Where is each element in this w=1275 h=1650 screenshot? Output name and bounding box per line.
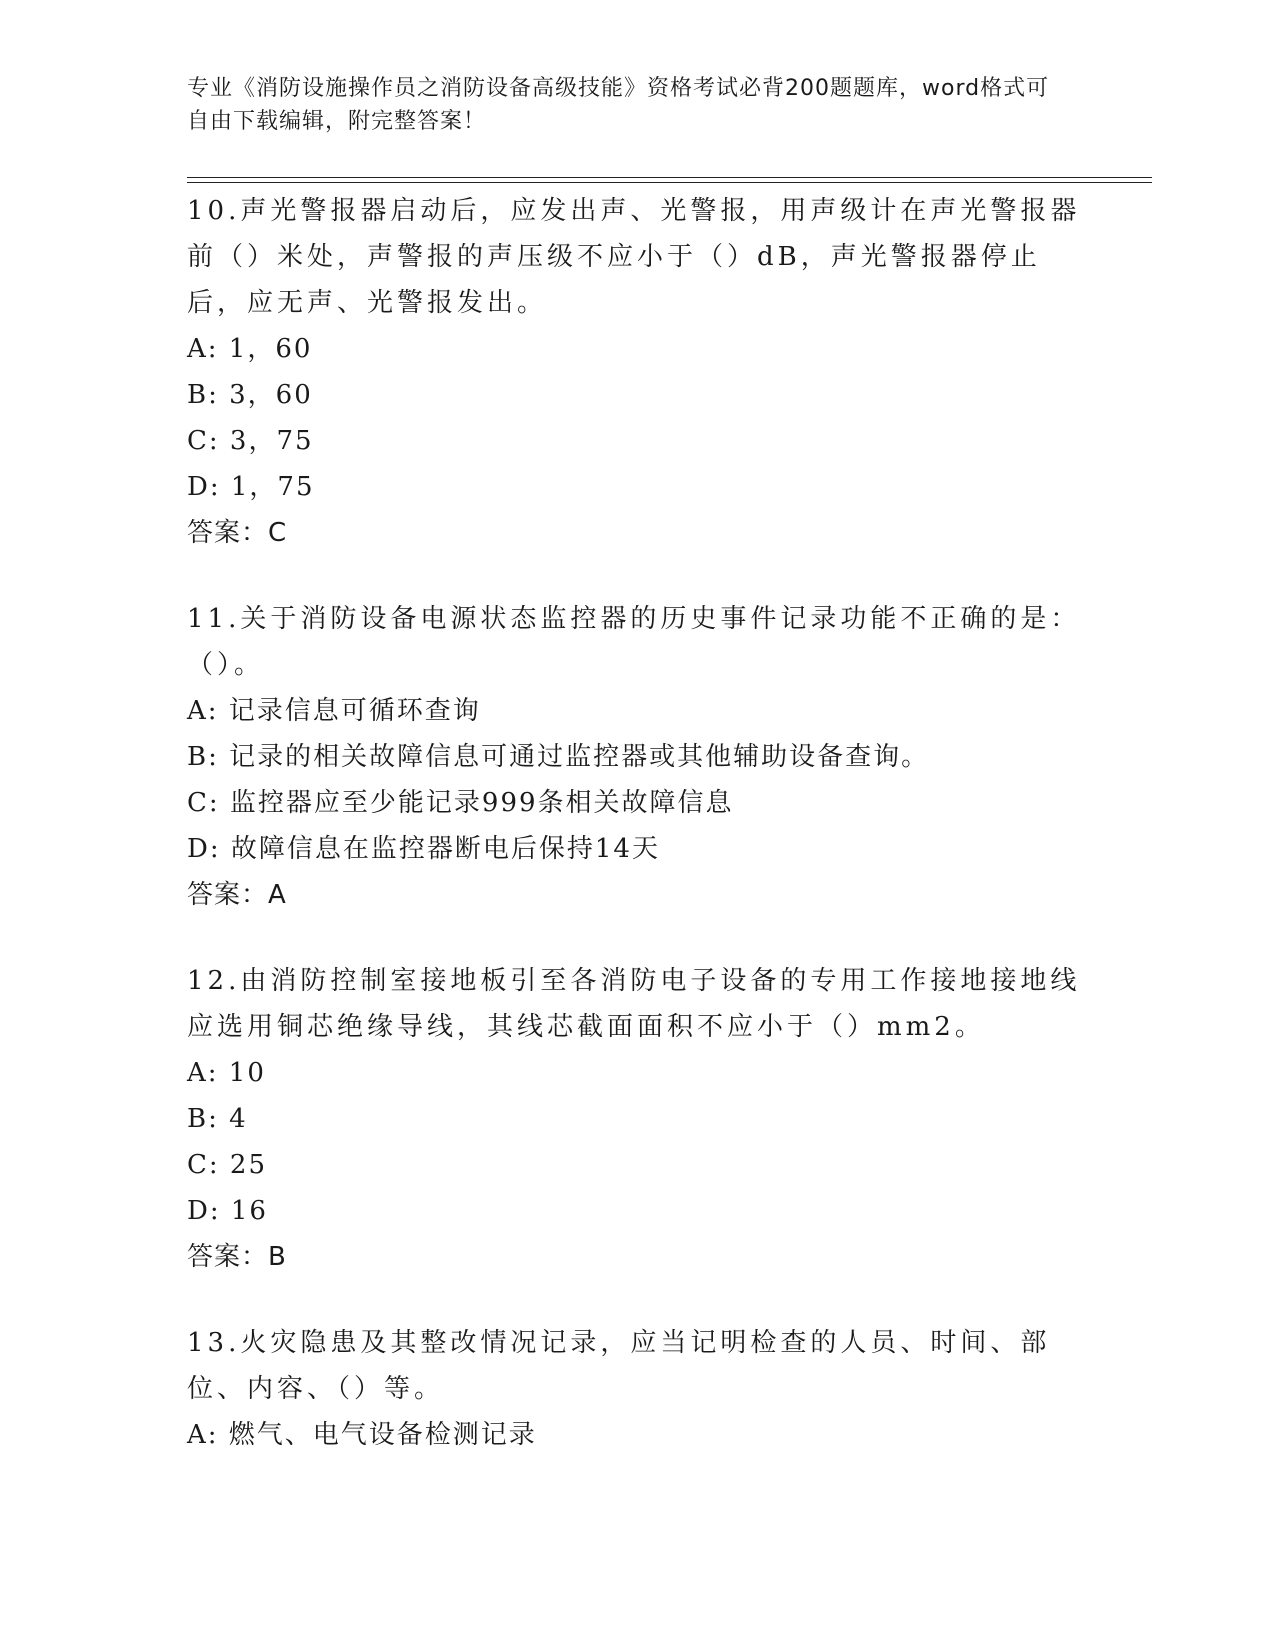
question-10 bbox=[187, 188, 1087, 556]
option-d: D: 故障信息在监控器断电后保持14天 bbox=[187, 834, 660, 864]
answer-line: 答案：C bbox=[187, 518, 288, 548]
question-13 bbox=[187, 1320, 1087, 1458]
option-a: A: 燃气、电气设备检测记录 bbox=[187, 1420, 537, 1450]
option-a: A: 10 bbox=[187, 1058, 266, 1088]
option-a: A: 1，60 bbox=[187, 334, 313, 364]
document-header: 专业《消防设施操作员之消防设备高级技能》资格考试必背200题题库，word格式可自由下载编辑，附完整答案！ bbox=[187, 76, 1050, 134]
option-c: C: 25 bbox=[187, 1150, 268, 1180]
option-a: A: 记录信息可循环查询 bbox=[187, 696, 481, 726]
header-divider-bottom bbox=[187, 182, 1152, 183]
question-stem: 10.声光警报器启动后，应发出声、光警报，用声级计在声光警报器前（）米处，声警报的声压级不应小于（）dB，声光警报器停止后，应无声、光警报发出。 bbox=[187, 196, 1081, 318]
answer-line: 答案：A bbox=[187, 880, 287, 910]
option-b: B: 3，60 bbox=[187, 380, 313, 410]
option-c: C: 监控器应至少能记录999条相关故障信息 bbox=[187, 788, 734, 818]
option-d: D: 1，75 bbox=[187, 472, 315, 502]
question-stem: 11.关于消防设备电源状态监控器的历史事件记录功能不正确的是：（）。 bbox=[187, 604, 1081, 680]
answer-line: 答案：B bbox=[187, 1242, 287, 1272]
question-list bbox=[187, 188, 1087, 1498]
option-b: B: 4 bbox=[187, 1104, 248, 1134]
option-b: B: 记录的相关故障信息可通过监控器或其他辅助设备查询。 bbox=[187, 742, 930, 772]
option-d: D: 16 bbox=[187, 1196, 268, 1226]
question-stem: 13.火灾隐患及其整改情况记录，应当记明检查的人员、时间、部位、内容、（）等。 bbox=[187, 1328, 1051, 1404]
question-stem: 12.由消防控制室接地板引至各消防电子设备的专用工作接地接地线应选用铜芯绝缘导线，其线芯截面面积不应小于（）mm2。 bbox=[187, 966, 1081, 1042]
question-11 bbox=[187, 596, 1087, 918]
header-divider-top bbox=[187, 177, 1152, 178]
question-12 bbox=[187, 958, 1087, 1280]
option-c: C: 3，75 bbox=[187, 426, 314, 456]
